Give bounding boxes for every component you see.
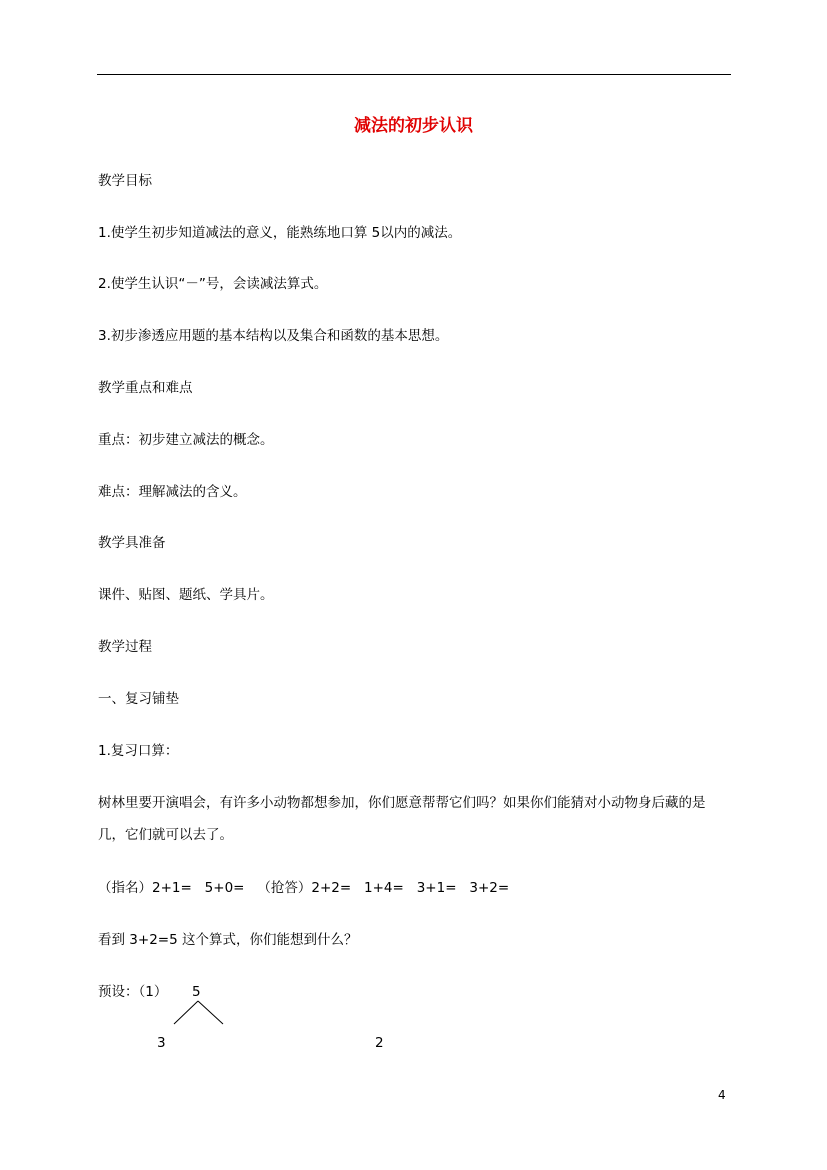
process-heading: 教学过程 — [98, 639, 152, 655]
tools-heading: 教学具准备 — [98, 535, 166, 551]
exercises: （指名）2+1= 5+0= （抢答）2+2= 1+4= 3+1= 3+2= — [98, 880, 510, 896]
tools: 课件、贴图、题纸、学具片。 — [98, 587, 274, 603]
story-paragraph: 树林里要开演唱会，有许多小动物都想参加，你们愿意帮帮它们吗？如果你们能猜对小动物身后藏的是几，它们就可以去了。 — [98, 795, 706, 843]
tree-top-number: 5 — [192, 984, 201, 1000]
document-title: 减法的初步认识 — [354, 116, 473, 136]
page-number: 4 — [718, 1088, 726, 1102]
preset-label: 预设：（1） — [98, 984, 168, 1000]
decomposition-lines — [170, 1000, 230, 1026]
step1-sub: 1.复习口算： — [98, 743, 179, 759]
tree-left-number: 3 — [157, 1035, 166, 1051]
difficulty: 难点：理解减法的含义。 — [98, 484, 247, 500]
keypoints-heading: 教学重点和难点 — [98, 380, 193, 396]
goals-heading: 教学目标 — [98, 173, 152, 189]
keypoint: 重点：初步建立减法的概念。 — [98, 432, 274, 448]
goal-2: 2.使学生认识“－”号，会读减法算式。 — [98, 276, 328, 292]
tree-left-branch — [174, 1001, 198, 1024]
tree-right-number: 2 — [375, 1035, 384, 1051]
step1-heading: 一、复习铺垫 — [98, 691, 179, 707]
tree-right-branch — [198, 1001, 223, 1024]
header-rule — [97, 74, 731, 75]
question: 看到 3+2=5 这个算式，你们能想到什么？ — [98, 932, 358, 948]
goal-1: 1.使学生初步知道减法的意义，能熟练地口算 5以内的减法。 — [98, 225, 462, 241]
goal-3: 3.初步渗透应用题的基本结构以及集合和函数的基本思想。 — [98, 328, 449, 344]
